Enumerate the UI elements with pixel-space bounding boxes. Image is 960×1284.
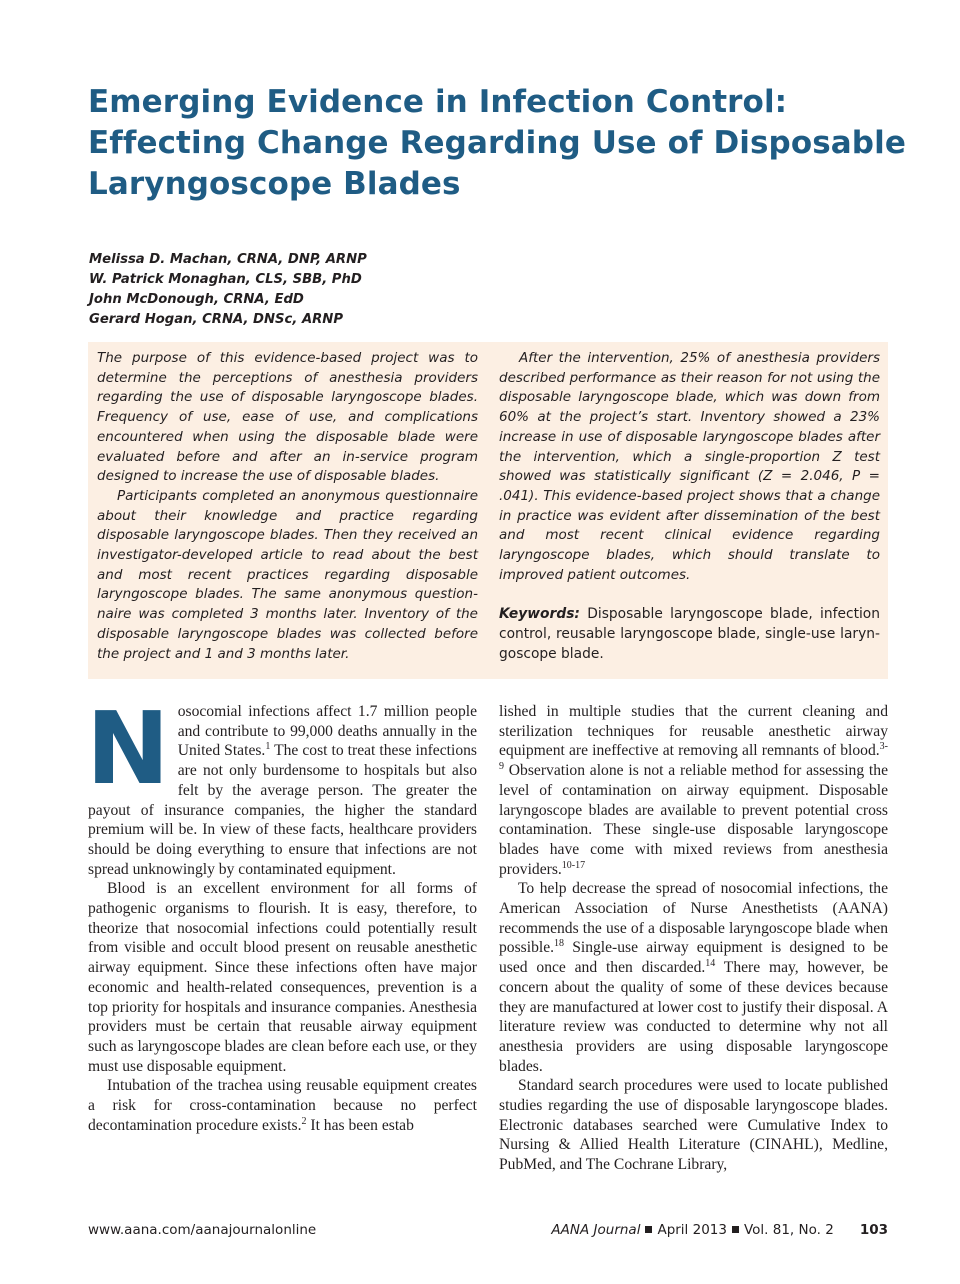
reference-marker: 10-17	[561, 859, 586, 871]
author: Gerard Hogan, CRNA, DNSc, ARNP	[89, 312, 344, 327]
body-text: There may, however, be concern about the quality of some of these devices because they are manufactured at lower cost to justify their disposal. A literature review was conducted to determine why not all anesthesia providers are using disposable laryngoscope blades.	[499, 959, 888, 1075]
body-text: The cost to treat these infections are not only burdensome to hospitals but also felt by the average person. The greater the payout of insurance companies, the higher the standard premium will be. In view of these facts, healthcare providers should be doing everything to ensure that infections are not spread unknowingly by contaminated equipment.	[88, 742, 477, 878]
bullet-separator-icon	[645, 1226, 652, 1233]
reference-marker: 2	[301, 1115, 307, 1127]
body-text: lished in multiple studies that the current cleaning and sterilization techniques for reusable anesthetic airway equipment are ineffective at removing all remnants of blood.	[499, 703, 888, 760]
body-paragraph	[499, 702, 888, 879]
body-paragraph	[86, 690, 477, 879]
journal-name: AANA Journal	[551, 1222, 641, 1238]
abstract-box	[88, 342, 888, 679]
body-paragraph: Standard search procedures were used to locate published studies regarding the use of disposable laryngoscope blades. Electronic databases searched were Cumulative Index to Nursing & Allied Health Literature (CINAHL), Medline, PubMed, and The Cochrane Library,	[499, 1077, 888, 1174]
issue-date: April 2013	[657, 1222, 727, 1238]
body-text: Single-use airway equipment is designed to be used once and then discarded.	[499, 939, 888, 977]
author-list	[89, 250, 689, 330]
body-text: Observation alone is not a reliable method for assessing the level of contamination on airway equipment. Disposable laryngoscope blades are available to prevent potential cross contamination. These single-use disposable laryngoscope blades have come with mixed reviews from anesthesia providers.	[499, 762, 888, 878]
keywords-text: Disposable laryngoscope blade, infection control, reusable laryngoscope blade, single-use laryngoscope blade.	[499, 606, 880, 662]
body-column-left	[86, 690, 477, 1135]
body-column-right	[499, 702, 888, 1175]
volume-issue: Vol. 81, No. 2	[743, 1222, 834, 1238]
article-title	[88, 82, 906, 205]
body-text: Intubation of the trachea using reusable equipment creates a risk for cross-contamination because no perfect decontamination procedure exists.	[88, 1077, 477, 1134]
abstract-paragraph: The purpose of this evidence-based project was to determine the perceptions of anesthesia providers regarding the use of disposable laryngoscope blades. Frequency of use, ease of use, and complications encountered when using the disposable blade were evaluated before and after an in-service program designed to increase the use of disposable blades.	[97, 350, 478, 485]
reference-marker: 1	[265, 741, 271, 753]
reference-marker: 14	[705, 958, 716, 970]
title-line: Emerging Evidence in Infection Control:	[88, 84, 788, 120]
footer-citation	[551, 1222, 888, 1238]
author: Melissa D. Machan, CRNA, DNP, ARNP	[89, 252, 367, 267]
page-footer	[88, 1222, 888, 1242]
author: John McDonough, CRNA, EdD	[89, 292, 304, 307]
keywords-label: Keywords:	[499, 606, 580, 623]
body-text: It has been estab	[306, 1116, 414, 1134]
abstract-column-left	[97, 349, 478, 664]
body-paragraph: Blood is an excellent environment for all forms of pathogenic organisms to flourish. It is easy, therefore, to theorize that nosocomial infections could potentially result from visible and occult blood present on reusable anesthetic airway equipment. Since these infections often have major economic and health-related consequences, prevention is a top priority for hospitals and insurance companies. Anesthesia providers must be certain that reusable airway equipment such as laryngoscope blades are clean before each use, or they must use disposable equipment.	[88, 880, 477, 1075]
bullet-separator-icon	[732, 1226, 739, 1233]
abstract-column-right	[499, 349, 880, 665]
title-line: Effecting Change Regarding Use of Disposable	[88, 125, 906, 161]
reference-marker: 3-9	[499, 741, 888, 773]
keywords	[499, 605, 880, 664]
journal-url-link[interactable]: www.aana.com/aanajournalonline	[88, 1222, 317, 1238]
body-paragraph	[88, 1076, 477, 1135]
body-text: osocomial infections affect 1.7 million people and contribute to 99,000 deaths annually in the United States.	[177, 703, 477, 760]
title-line: Laryngoscope Blades	[88, 166, 461, 202]
abstract-paragraph: Participants completed an anonymous questionnaire about their knowledge and practice regarding disposable laryngoscope blades. Then they received an investigator-developed article to read about the best and most recent practices regarding disposable laryngoscope blades. The same anonymous questionnaire was completed 3 months later. Inventory of the disposable laryngoscope blades was collected before the project and 1 and 3 months later.	[97, 487, 478, 662]
body-text: To help decrease the spread of nosocomial infections, the American Association of Nurse Anesthetists (AANA) recommends the use of a disposable laryngoscope blade when possible.	[499, 880, 888, 957]
body-paragraph	[499, 879, 888, 1076]
abstract-paragraph: After the intervention, 25% of anesthesia providers described performance as their reason for not using the disposable laryngoscope blade, which was down from 60% at the project’s start. Inventory showed a 23% increase in use of disposable laryngoscope blades after the intervention, which a single-proportion Z test showed was statistically significant (Z = 2.046, P = .041). This evidence-based project shows that a change in practice was evident after dissemination of the best and most recent clinical evidence regarding laryngoscope blades, which should translate to improved patient outcomes.	[499, 350, 880, 583]
drop-cap: N	[86, 690, 170, 807]
page-number: 103	[859, 1222, 888, 1238]
reference-marker: 18	[554, 938, 565, 950]
author: W. Patrick Monaghan, CLS, SBB, PhD	[89, 272, 362, 287]
